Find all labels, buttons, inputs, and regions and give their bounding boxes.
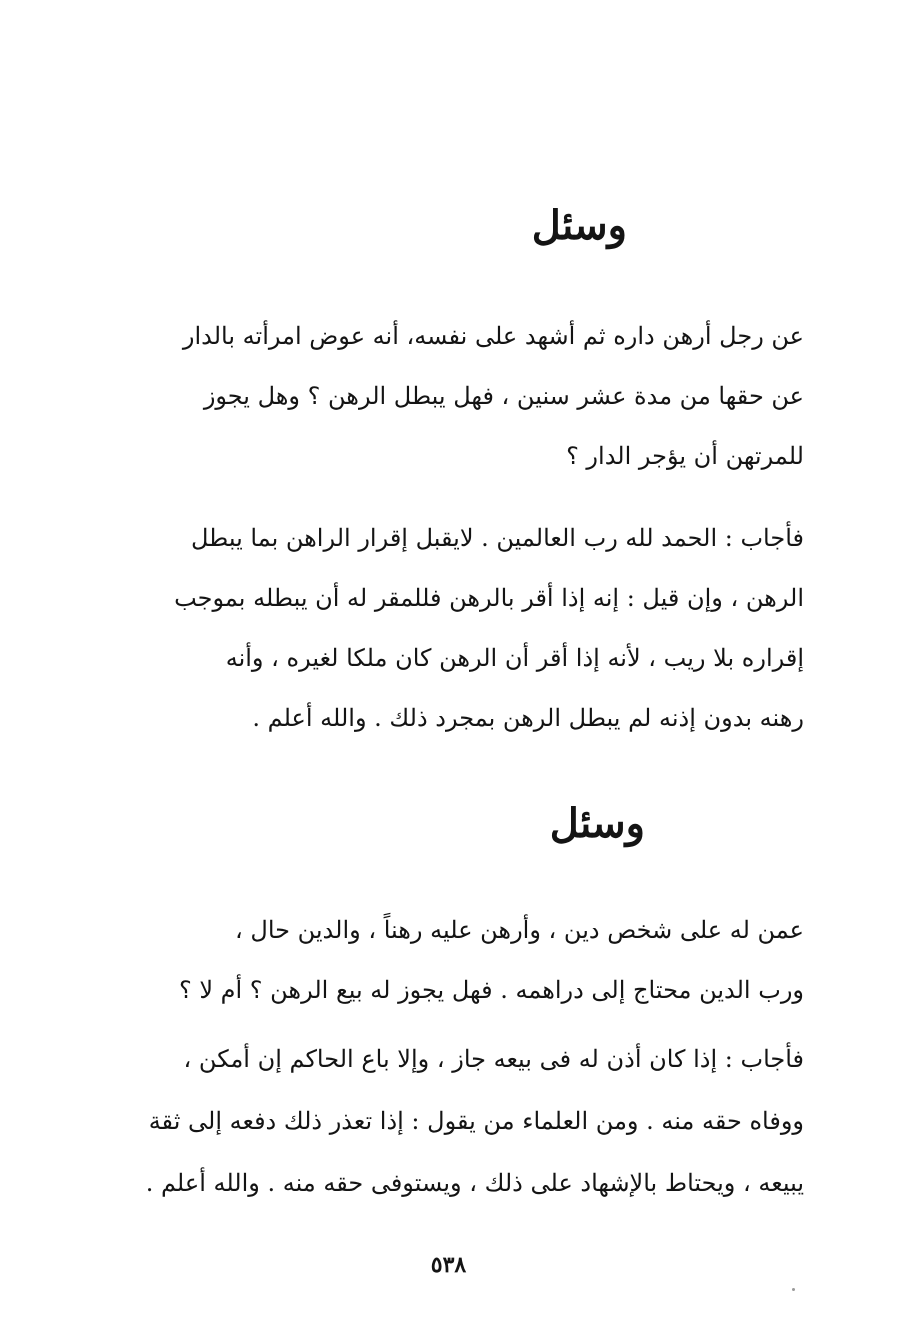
question-paragraph: [78, 306, 804, 486]
scan-speck: [792, 1288, 795, 1291]
text-line: فأجاب : إذا كان أذن له فى بيعه جاز ، وإلا باع الحاكم إن أمكن ،: [183, 1045, 804, 1073]
text-line: عن رجل أرهن داره ثم أشهد على نفسه، أنه عوض امرأته بالدار: [182, 322, 804, 350]
question-paragraph: [78, 900, 804, 1020]
text-line: فأجاب : الحمد لله رب العالمين . لايقبل إقرار الراهن بما يبطل: [190, 524, 804, 552]
text-line: إقراره بلا ريب ، لأنه إذا أقر أن الرهن كان ملكا لغيره ، وأنه: [225, 644, 804, 672]
text-line: ورب الدين محتاج إلى دراهمه . فهل يجوز له بيع الرهن ؟ أم لا ؟: [178, 976, 804, 1004]
text-line: رهنه بدون إذنه لم يبطل الرهن بمجرد ذلك . والله أعلم .: [252, 704, 804, 732]
section-heading: وسئل: [549, 800, 645, 847]
section-heading: وسئل: [531, 202, 627, 249]
text-line: الرهن ، وإن قيل : إنه إذا أقر بالرهن فللمقر له أن يبطله بموجب: [174, 584, 804, 612]
text-line: عمن له على شخص دين ، وأرهن عليه رهناً ، والدين حال ،: [235, 916, 804, 944]
answer-paragraph: [78, 508, 804, 748]
text-line: ووفاه حقه منه . ومن العلماء من يقول : إذا تعذر ذلك دفعه إلى ثقة: [148, 1107, 804, 1135]
page-number: ٥٣٨: [430, 1252, 467, 1278]
text-line: للمرتهن أن يؤجر الدار ؟: [566, 442, 804, 470]
answer-paragraph: [78, 1028, 804, 1214]
text-line: عن حقها من مدة عشر سنين ، فهل يبطل الرهن ؟ وهل يجوز: [203, 382, 804, 410]
text-line: يبيعه ، ويحتاط بالإشهاد على ذلك ، ويستوفى حقه منه . والله أعلم .: [145, 1169, 804, 1197]
